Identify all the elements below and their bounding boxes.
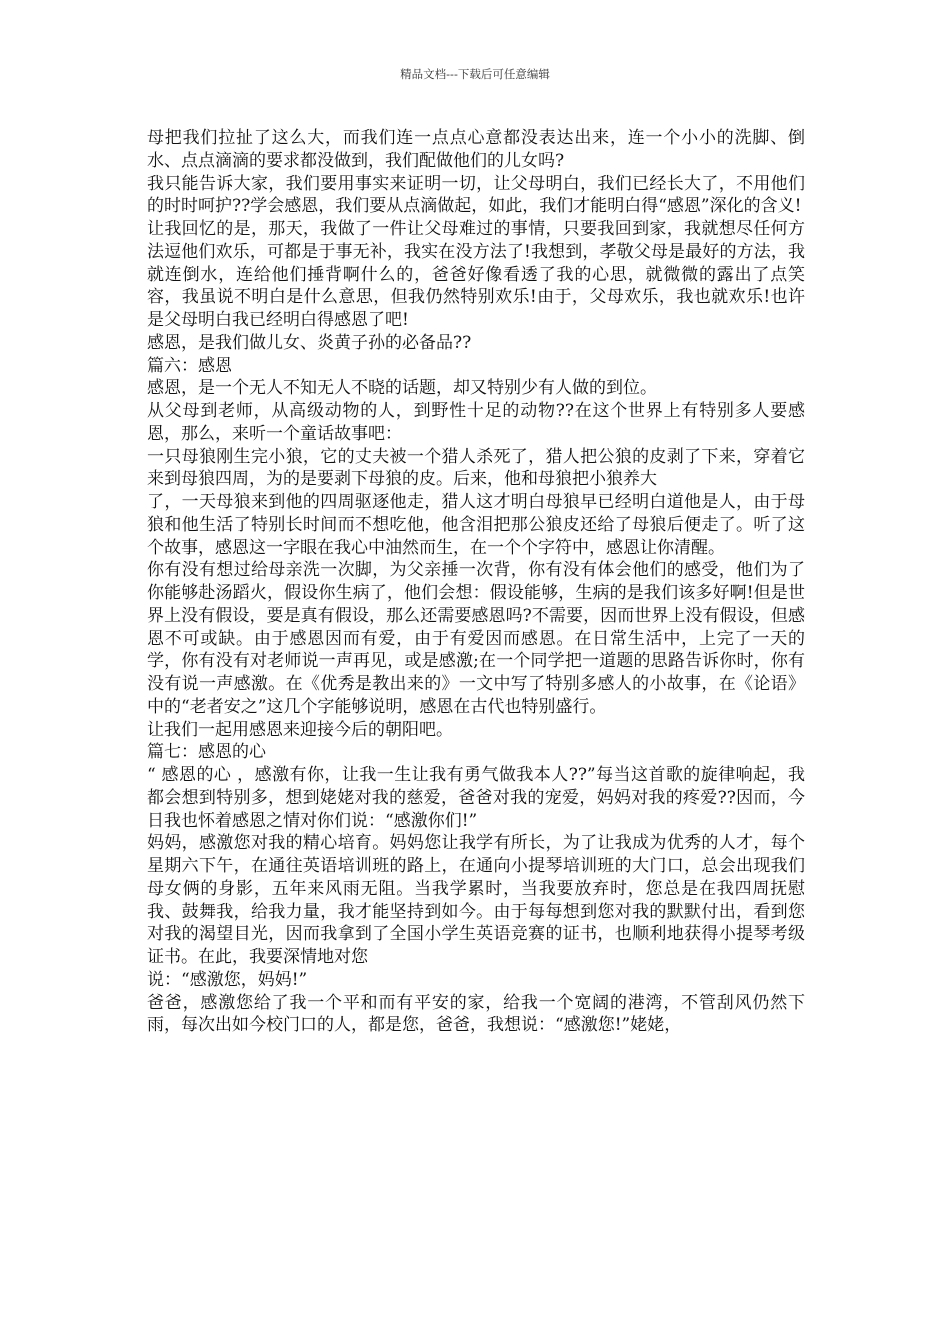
paragraph: 妈妈，感激您对我的精心培育。妈妈您让我学有所长，为了让我成为优秀的人才，每个星期六下午，在通往英语培训班的路上，在通向小提琴培训班的大门口，总会出现我们母女俩的身影，五年来风雨无阻。当我学累时，当我要放弃时，您总是在我四周抚慰我、鼓舞我，给我力量，我才能坚持到如今。由于每每想到您对我的默默付出，看到您对我的渴望目光，因而我拿到了全国小学生英语竞赛的证书，也顺利地获得小提琴考级证书。在此，我要深情地对您 xyxy=(147,833,805,967)
paragraph: 我只能告诉大家，我们要用事实来证明一切，让父母明白，我们已经长大了，不用他们的时时呵护??学会感恩，我们要从点滴做起，如此，我们才能明白得“感恩”深化的含义! xyxy=(147,173,805,217)
paragraph: 感恩，是我们做儿女、炎黄子孙的必备品?? xyxy=(147,332,472,353)
document-body xyxy=(147,127,805,1037)
paragraph: 爸爸，感激您给了我一个平和而有平安的家，给我一个宽阔的港湾，不管刮风仍然下雨，每次出如今校门口的人，都是您，爸爸，我想说：“感激您!”姥姥， xyxy=(147,992,805,1036)
page-header: 精品文档---下载后可任意编辑 xyxy=(400,67,550,81)
paragraph: 说：“感激您，妈妈!” xyxy=(147,969,308,990)
paragraph: 从父母到老师，从高级动物的人，到野性十足的动物??在这个世界上有特别多人要感恩，那么，来听一个童话故事吧： xyxy=(147,401,805,444)
paragraph: 一只母狼刚生完小狼，它的丈夫被一个猎人杀死了，猎人把公狼的皮剥了下来，穿着它来到母狼四周，为的是要剥下母狼的皮。后来，他和母狼把小狼养大 xyxy=(147,446,805,490)
paragraph: 让我们一起用感恩来迎接今后的朝阳吧。 xyxy=(147,719,453,740)
paragraph: 了，一天母狼来到他的四周驱逐他走，猎人这才明白母狼早已经明白道他是人，由于母狼和他生活了特别长时间而不想吃他，他含泪把那公狼皮还给了母狼后便走了。听了这个故事，感恩这一字眼在我心中油然而生，在一个个字符中，感恩让你清醒。 xyxy=(147,492,805,558)
paragraph: “ 感恩的心 ，感激有你，让我一生让我有勇气做我本人??”每当这首歌的旋律响起，我都会想到特别多，想到姥姥对我的慈爱，爸爸对我的宠爱，妈妈对我的疼爱??因而，今日我也怀着感恩之情对你们说：“感激你们!” xyxy=(147,765,805,831)
section-heading: 篇六：感恩 xyxy=(147,355,232,376)
paragraph: 你有没有想过给母亲洗一次脚，为父亲捶一次背，你有没有体会他们的感受，他们为了你能够赴汤蹈火，假设你生病了，他们会想：假设能够，生病的是我们该多好啊!但是世界上没有假设，要是真有假设，那么还需要感恩吗?不需要，因而世界上没有假设，但感恩不可或缺。由于感恩因而有爱，由于有爱因而感恩。在日常生活中，上完了一天的学，你有没有对老师说一声再见，或是感激;在一个同学把一道题的思路告诉你时，你有没有说一声感激。在《优秀是教出来的》一文中写了特别多感人的小故事，在《论语》中的“老者安之”这几个字能够说明，感恩在古代也特别盛行。 xyxy=(147,560,805,717)
section-heading: 篇七：感恩的心 xyxy=(147,742,266,763)
paragraph: 让我回忆的是，那天，我做了一件让父母难过的事情，只要我回到家，我就想尽任何方法逗他们欢乐，可都是于事无补，我实在没方法了!我想到，孝敬父母是最好的方法，我就连倒水，连给他们捶背啊什么的，爸爸好像看透了我的心思，就微微的露出了点笑容，我虽说不明白是什么意思，但我仍然特别欢乐!由于，父母欢乐，我也就欢乐!也许是父母明白我已经明白得感恩了吧! xyxy=(147,219,805,330)
paragraph: 感恩，是一个无人不知无人不晓的话题，却又特别少有人做的到位。 xyxy=(147,378,657,399)
paragraph: 母把我们拉扯了这么大，而我们连一点点心意都没表达出来，连一个小小的洗脚、倒水、点点滴滴的要求都没做到，我们配做他们的儿女吗? xyxy=(147,128,805,171)
